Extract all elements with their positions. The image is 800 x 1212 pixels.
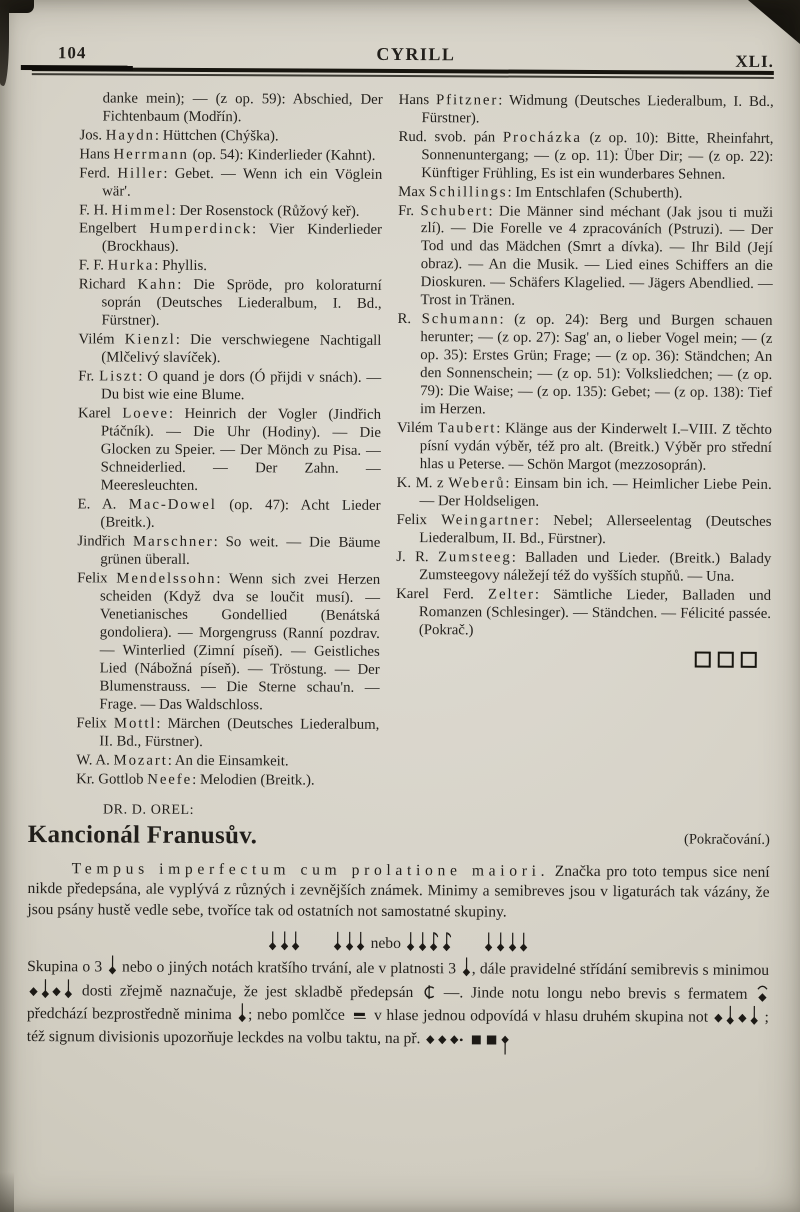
composer-surname: Mac-Dowel [128, 496, 217, 514]
end-square-mark [718, 651, 734, 667]
note-min-icon [750, 1006, 759, 1025]
composer-forename: F. F. [78, 257, 108, 274]
header-rule-heavy-segment [21, 65, 133, 71]
composer-forename: Engelbert [78, 220, 150, 238]
note-min-icon [292, 932, 301, 951]
catalog-entry [79, 146, 382, 166]
section-end-squares [396, 650, 757, 674]
composer-forename: Rud. svob. pán [398, 128, 503, 146]
note-min-icon [418, 932, 427, 951]
composer-surname: Weingartner [441, 512, 536, 529]
entry-works: : Sämtliche Lieder, Balladen und Romanzen (Schlesinger). — Ständchen. — Félicité passée. (Pokrač.) [418, 586, 772, 639]
continuation-note: (Pokračování.) [684, 830, 770, 848]
catalog-entry [398, 184, 773, 204]
entry-works: : Einsam bin ich. — Heimlicher Liebe Pein. — Der Holdseligen. [419, 475, 772, 510]
catalog-right-column [395, 92, 774, 794]
note-fermata-icon [757, 983, 768, 1002]
catalog-entry [397, 475, 772, 513]
composer-surname: Neefe [147, 771, 193, 788]
composer-surname: Kahn [137, 276, 178, 294]
composer-forename: J. R. [396, 548, 439, 566]
note-sb-dot-icon [450, 1036, 464, 1045]
entry-works: : Nebel; Allerseelentag (Deutsches Liederalbum, II. Bd., Fürstner). [419, 512, 772, 548]
entry-works: : Die Männer sind méchant (Jak jsou ti muži zlí). — Die Forelle ve 4 zpracováních (Pstruzi). — Der Tod und das Mädchen (Smrt a dívka). — Ihr Bild (Její obraz). — An die Musik. — Lied eines Schiffers an die Dioskuren. — Schäfers Klagelied. — Jägers Abendlied. — Trost in Tränen. [420, 202, 774, 309]
composer-surname: Hiller [117, 165, 164, 182]
entry-works: (z op. 10): Bitte, Rheinfahrt, Sonnenuntergang; — (z op. 11): Über Dir; — (z op. 22): Künftiger Frühling, Es ist ein wunderbares Sehnen. [421, 129, 774, 183]
header-rule-thin [32, 73, 774, 79]
note-min-icon [345, 932, 354, 951]
catalog-entry [78, 369, 381, 407]
note-min-icon [238, 1003, 247, 1022]
end-square-mark [741, 652, 757, 668]
note-min-icon [268, 932, 277, 951]
running-header [32, 42, 774, 71]
entry-works: : An die Einsamkeit. [167, 752, 289, 769]
entry-works: : (z op. 24): Berg und Burgen schauen herunter; — (z op. 27): Sag' an, o lieber Vogel mein; — (z op. 35): Erstes Grün; Frage; — (z op. 36): Ständchen; An den Sonnenschein; — (z op. 51): Volksliedchen; — (z op. 79): Die Waise; — (z op. 135): Gebet; — (z op. 138): Tief im Herzen. [419, 311, 773, 418]
catalog-entry [77, 533, 380, 571]
entry-works: : Widmung (Deutsches Liederalbum, I. Bd., Fürstner). [421, 92, 774, 127]
page-number: 104 [57, 43, 87, 63]
entry-works: : O quand je dors (Ó přijdi v snách). — Du bist wie eine Blume. [101, 368, 382, 404]
song-catalog [76, 90, 774, 793]
note-min-icon [40, 979, 49, 998]
volume-number: XLI. [735, 51, 774, 71]
entry-works: : Klänge aus der Kinderwelt I.–VIII. Z těchto písní vydán výběr, též pro alt. (Breitk.) Výběr pro střední hlas u Peterse. — Schön Margot (mezzosoprán). [419, 420, 773, 474]
note-fusa-icon [430, 932, 440, 951]
composer-forename: Fr. [398, 202, 421, 219]
catalog-entry [79, 202, 382, 222]
composer-surname: Marschner [132, 533, 214, 550]
composer-forename: Vilém [396, 420, 438, 437]
catalog-entry [398, 129, 773, 185]
composer-surname: Schubert [420, 202, 489, 219]
composer-forename: Kr. Gottlob [76, 770, 148, 788]
composer-forename: Jindřich [77, 533, 134, 550]
note-sb-icon [52, 987, 61, 996]
composer-forename: Karel Ferd. [396, 585, 489, 603]
note-min-icon [333, 932, 342, 951]
catalog-entry [77, 496, 380, 534]
composer-surname: Himmel [111, 201, 172, 219]
composer-surname: Herrmann [113, 146, 189, 163]
entry-works: danke mein); — (z op. 59): Abschied, Der Fichtenbaum (Modřín). [102, 90, 383, 125]
composer-surname: Zumsteeg [437, 549, 512, 566]
composer-surname: Taubert [437, 420, 497, 437]
entry-works: : Der Rosenstock (Růžový keř). [171, 202, 360, 220]
composer-surname: Pfitzner [435, 91, 499, 109]
catalog-entry [397, 311, 773, 421]
entry-works: : Vier Kinderlieder (Brockhaus). [101, 221, 383, 256]
composer-surname: Mozart [113, 752, 168, 769]
entry-works: (op. 47): Acht Lieder (Breitk.). [100, 497, 381, 531]
catalog-entry [78, 277, 381, 332]
entry-works: : Im Entschlafen (Schuberth). [507, 184, 683, 202]
composer-surname: Liszt [99, 368, 139, 385]
catalog-entry [78, 405, 381, 496]
note-sb-icon [714, 1014, 723, 1023]
entry-works: : Melodien (Breitk.). [192, 771, 315, 789]
note-sb-icon [426, 1036, 435, 1045]
composer-forename: E. A. [77, 496, 129, 513]
catalog-entry [76, 771, 379, 791]
composer-surname: Mendelssohn [116, 570, 217, 587]
article-author: DR. D. OREL: [102, 801, 195, 818]
note-sb-icon [438, 1036, 447, 1045]
catalog-entry [79, 221, 382, 259]
composer-surname: Schillings [428, 183, 508, 201]
article-paragraph-2: Skupina o 3 nebo o jiných notách kratšího trvání, ale v platnosti 3 , dále pravidelné střídání semibrevis s minimou dosti zřejmě naznačuje, že jest skladbě předepsán —. Jinde notu longu nebo brevis s fermatem předchází bezprostředně minima ; nebo pomlčce v hlase jednou odpovídá v hlasu druhém skupina not ; též signum divisionis upozorňuje leckdes na volbu taktu, na př. [27, 955, 769, 1056]
catalog-entry [397, 420, 772, 476]
entry-works: : Die verschwiegene Nachtigall (Mlčelivý slavíček). [101, 332, 382, 367]
journal-title: CYRILL [376, 43, 456, 65]
catalog-entry [79, 127, 382, 147]
note-min-icon [280, 932, 289, 951]
end-square-mark [695, 651, 711, 667]
mensural-notation-example: nebo [27, 930, 769, 955]
entry-works: : So weit. — Die Bäume grünen überall. [100, 533, 381, 568]
composer-forename: Felix [77, 570, 117, 587]
composer-surname: Loeve [122, 405, 169, 422]
composer-forename: Karel [77, 405, 123, 422]
composer-forename: R. [397, 311, 422, 328]
note-min-icon [108, 956, 117, 975]
catalog-entry [78, 332, 381, 370]
catalog-entry [398, 202, 774, 312]
catalog-entry [399, 92, 774, 130]
composer-forename: F. H. [79, 201, 112, 218]
composer-surname: Weberů [448, 475, 506, 492]
composer-forename: Max [398, 183, 430, 200]
catalog-left-column [76, 90, 383, 791]
entry-works: (op. 54): Kinderlieder (Kahnt). [188, 146, 376, 164]
note-min-icon [496, 933, 505, 952]
composer-forename: Hans [398, 91, 437, 108]
article-paragraph-1 [27, 859, 769, 925]
catalog-entry [76, 752, 379, 772]
note-min-icon [357, 932, 366, 951]
entry-works: : Heinrich der Vogler (Jindřich Ptáčník). — Die Uhr (Hodiny). — Die Glocken zu Speier. — Der Mönch zu Pisa. — Schneiderlied. — Der Zahn. — Meeresleuchten. [100, 405, 382, 494]
composer-surname: Procházka [502, 129, 582, 146]
catalog-entry [396, 549, 771, 587]
composer-surname: Zelter [487, 586, 535, 603]
note-min-icon [508, 933, 517, 952]
entry-works: : Die Spröde, pro koloraturní soprán (Deutsches Liederalbum, I. Bd., Fürstner). [101, 277, 382, 330]
note-min-icon [726, 1006, 735, 1025]
catalog-entry [76, 570, 380, 715]
note-rest-icon [353, 1011, 365, 1021]
scan-artifact-bottom-left [0, 1172, 14, 1212]
composer-surname: Schumann [421, 311, 500, 328]
composer-surname: Mottl [113, 715, 157, 732]
catalog-entry [396, 586, 771, 642]
composer-surname: Haydn [105, 127, 155, 144]
article-title-block [28, 802, 258, 850]
composer-surname: Hurka [107, 257, 155, 275]
note-sb-icon [28, 987, 37, 996]
catalog-entry [396, 512, 771, 550]
note-mensur-icon [422, 985, 434, 999]
note-sq-icon [472, 1035, 482, 1045]
catalog-entry [79, 165, 382, 203]
note-fusa-icon [442, 932, 452, 951]
composer-forename: Richard [78, 276, 138, 293]
composer-forename: Felix [396, 511, 442, 529]
catalog-entry [79, 258, 382, 278]
entry-works: : Hüttchen (Chýška). [154, 127, 279, 144]
composer-forename: Hans [79, 145, 114, 163]
composer-forename: K. M. z [396, 475, 449, 492]
note-min-icon [485, 933, 494, 952]
composer-surname: Humperdinck [149, 221, 253, 238]
paragraph-lead-spaced: Tempus imperfectum cum prolatione maiori. [71, 859, 550, 880]
note-min-down-icon [501, 1036, 510, 1055]
composer-forename: Felix [76, 714, 114, 732]
catalog-entry [76, 715, 379, 753]
entry-works: : Märchen (Deutsches Liederalbum, II. Bd., Fürstner). [99, 715, 380, 750]
note-sb-icon [738, 1014, 747, 1023]
entry-works: : Wenn sich zvei Herzen scheiden (Když dva se loučit musí). — Venetianisches Gondellied (Benátská gondoliera). — Morgengruss (Ranní pozdrav. — Winterlied (Zimní píseň). — Geistliches Lied (Nábožná píseň). — Tröstung. — Der Blumenstrauss. — Die Sterne schau'n. — Frage. — Das Waldschloss. [99, 570, 381, 713]
composer-surname: Kienzl [124, 331, 176, 349]
note-min-icon [406, 932, 415, 951]
entry-works: : Phyllis. [154, 258, 207, 275]
composer-forename: Jos. [79, 126, 106, 144]
composer-forename: W. A. [76, 751, 114, 769]
composer-forename: Ferd. [79, 164, 118, 182]
note-min-icon [519, 933, 528, 952]
note-sq-icon [487, 1035, 497, 1045]
note-min-icon [462, 958, 471, 977]
entry-works: : Gebet. — Wenn ich ein Vöglein wär'. [102, 165, 383, 200]
entry-works: : Balladen und Lieder. (Breitk.) Balady Zumsteegovy náležejí též do vyšších stupňů. — Una. [419, 549, 772, 585]
article-title: Kancionál Franusův. [27, 820, 258, 849]
catalog-entry [80, 90, 383, 128]
composer-forename: Vilém [78, 331, 125, 348]
article-header [28, 802, 770, 853]
composer-forename: Fr. [78, 368, 100, 385]
note-min-icon [64, 979, 73, 998]
paragraph-body: Značka pro toto tempus sice není nikde předepsána, ale vyplývá z různých i zevnějších známek. Minimy a semibreves jsou v ligaturách tak vázány, že jsou psány hustě vedle sebe, tvoříce tak od ostatních not samostatné skupiny. [27, 862, 770, 921]
